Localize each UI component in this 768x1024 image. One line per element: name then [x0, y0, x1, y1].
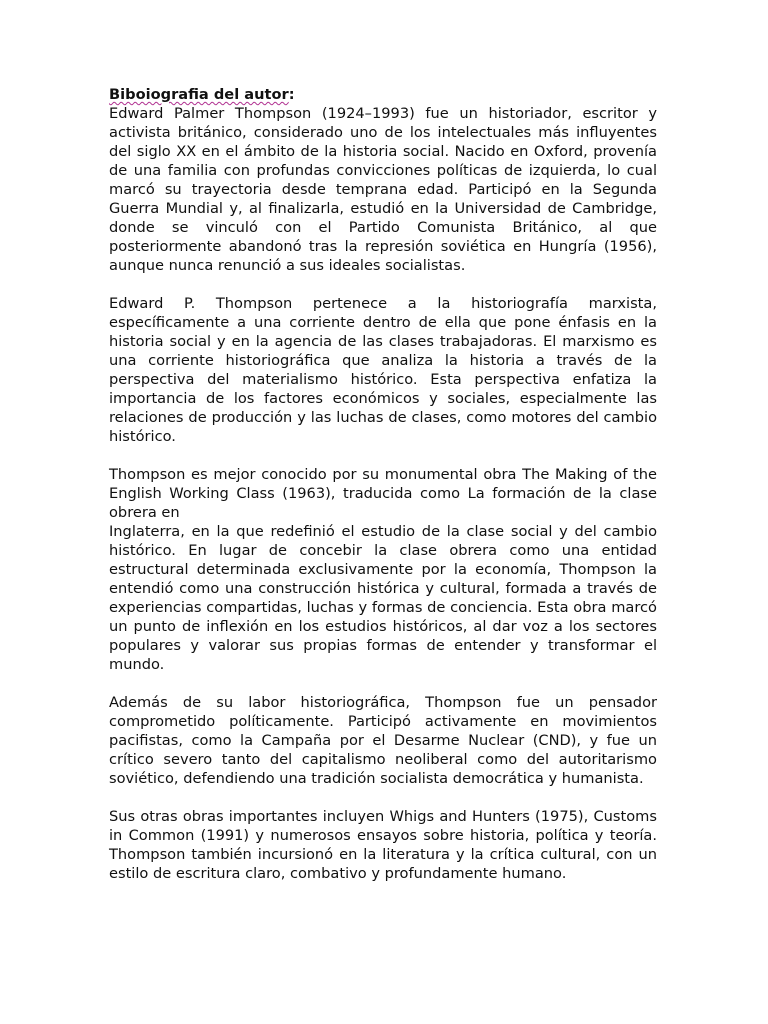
document-body	[109, 85, 657, 883]
paragraph-other-works: Sus otras obras importantes incluyen Whigs and Hunters (1975), Customs in Common (1991) y numerosos ensayos sobre historia, política y teoría. Thompson también incursionó en la literatura y la crítica cultural, con un estilo de escritura claro, combativo y profundamente humano.	[109, 808, 657, 882]
paragraph-making-of-working-class	[109, 465, 657, 674]
paragraph-biography: Edward Palmer Thompson (1924–1993) fue un historiador, escritor y activista británico, considerado uno de los intelectuales más influyentes del siglo XX en el ámbito de la historia social. Nacido en Oxford, provenía de una familia con profundas convicciones políticas de izquierda, lo cual marcó su trayectoria desde temprana edad. Participó en la Segunda Guerra Mundial y, al finalizarla, estudió en la Universidad de Cambridge, donde se vinculó con el Partido Comunista Británico, al que posteriormente abandonó tras la represión soviética en Hungría (1956), aunque nunca renunció a sus ideales socialistas.	[109, 105, 657, 274]
paragraph-marxist-historiography: Edward P. Thompson pertenece a la historiografía marxista, específicamente a una corriente dentro de ella que pone énfasis en la historia social y en la agencia de las clases trabajadoras. El marxismo es una corriente historiográfica que analiza la historia a través de la perspectiva del materialismo histórico. Esta perspectiva enfatiza la importancia de los factores económicos y sociales, especialmente las relaciones de producción y las luchas de clases, como motores del cambio histórico.	[109, 295, 657, 445]
heading-colon: :	[288, 86, 295, 103]
heading-text: Biboiografia del autor	[109, 86, 289, 103]
paragraph-line: Thompson es mejor conocido por su monumental obra The Making of the English Working Class (1963), traducida como La formación de la clase obrera en	[109, 466, 657, 521]
section-heading	[109, 85, 657, 104]
paragraph-political-activism: Además de su labor historiográfica, Thompson fue un pensador comprometido políticamente. Participó activamente en movimientos pacifistas, como la Campaña por el Desarme Nuclear (CND), y fue un crítico severo tanto del capitalismo neoliberal como del autoritarismo soviético, defendiendo una tradición socialista democrática y humanista.	[109, 694, 657, 787]
paragraph-line: Inglaterra, en la que redefinió el estudio de la clase social y del cambio histórico. En lugar de concebir la clase obrera como una entidad estructural determinada exclusivamente por la economía, Thompson la entendió como una construcción histórica y cultural, formada a través de experiencias compartidas, luchas y formas de conciencia. Esta obra marcó un punto de inflexión en los estudios históricos, al dar voz a los sectores populares y valorar sus propias formas de entender y transformar el mundo.	[109, 523, 657, 673]
